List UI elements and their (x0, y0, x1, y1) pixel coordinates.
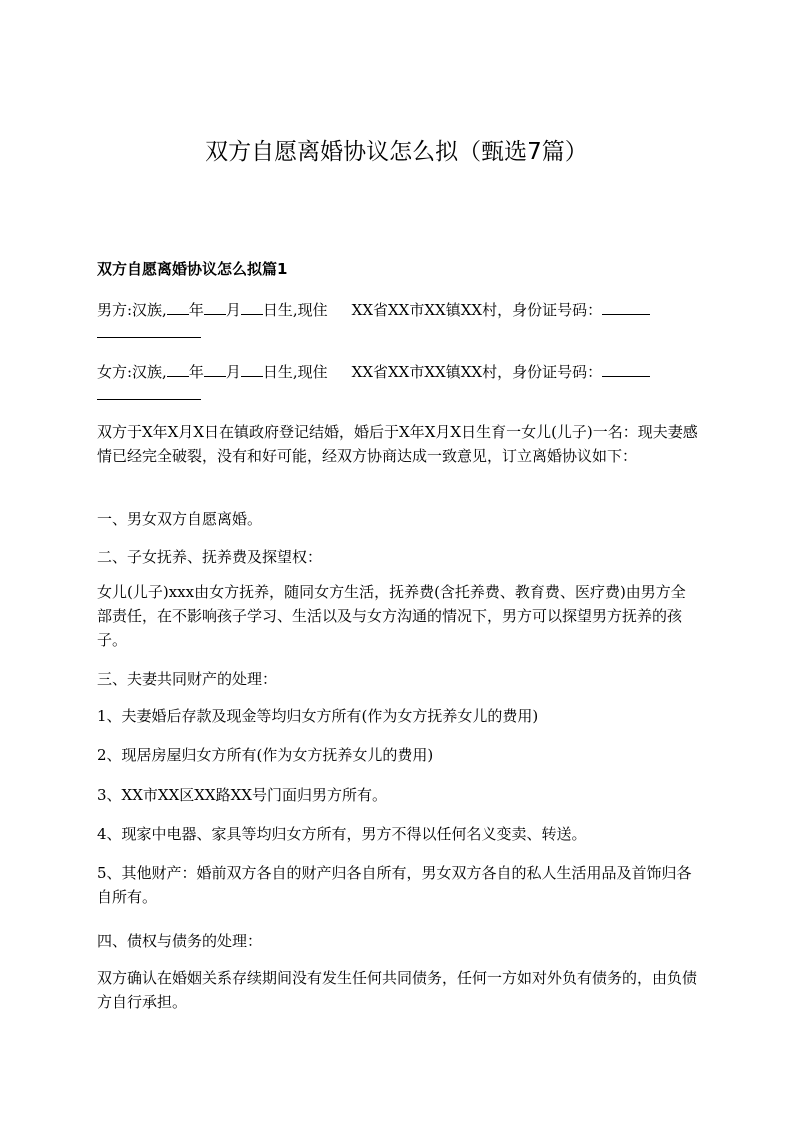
day-residence-label: 日生,现住 (262, 363, 328, 381)
blank-field (167, 362, 189, 377)
section-title: 双方自愿离婚协议怎么拟篇1 (97, 260, 288, 278)
document-title: 双方自愿离婚协议怎么拟（甄选7篇） (205, 139, 588, 165)
year-label: 年 (188, 363, 204, 381)
male-info-line (97, 299, 707, 321)
debt-paragraph: 双方确认在婚姻关系存续期间没有发生任何共同债务，任何一方如对外负有债务的，由负债方自行承担。 (97, 969, 698, 1011)
blank-field (167, 300, 189, 315)
property-item-5: 5、其他财产：婚前双方各自的财产归各自所有，男女双方各自的私人生活用品及首饰归各自所有。 (97, 864, 692, 906)
clause-4-heading: 四、债权与债务的处理： (97, 932, 263, 950)
clause-1: 一、男女双方自愿离婚。 (97, 510, 263, 528)
blank-field (204, 362, 226, 377)
blank-field (241, 362, 263, 377)
month-label: 月 (225, 363, 241, 381)
property-item-4: 4、现家中电器、家具等均归女方所有，男方不得以任何名义变卖、转送。 (97, 825, 587, 843)
id-number-underline (97, 399, 201, 400)
blank-field (602, 362, 650, 377)
id-number-underline (97, 337, 201, 338)
property-item-2: 2、现居房屋归女方所有(作为女方抚养女儿的费用) (97, 746, 434, 764)
property-item-1: 1、夫妻婚后存款及现金等均归女方所有(作为女方抚养女儿的费用) (97, 707, 539, 725)
clause-2-heading: 二、子女抚养、抚养费及探望权： (97, 548, 323, 566)
female-address: XX省XX市XX镇XX村，身份证号码： (351, 363, 603, 381)
blank-field (204, 300, 226, 315)
intro-paragraph: 双方于X年X月X日在镇政府登记结婚，婚后于X年X月X日生育一女儿(儿子)一名：现夫妻感情已经完全破裂，没有和好可能，经双方协商达成一致意见，订立离婚协议如下： (97, 423, 698, 465)
male-address: XX省XX市XX镇XX村，身份证号码： (351, 301, 603, 319)
blank-field (602, 300, 650, 315)
custody-paragraph: 女儿(儿子)xxx由女方抚养，随同女方生活，抚养费(含托养费、教育费、医疗费)由男方全部责任，在不影响孩子学习、生活以及与女方沟通的情况下，男方可以探望男方抚养的孩子。 (97, 583, 686, 649)
day-residence-label: 日生,现住 (262, 301, 328, 319)
month-label: 月 (225, 301, 241, 319)
year-label: 年 (188, 301, 204, 319)
clause-3-heading: 三、夫妻共同财产的处理： (97, 670, 278, 688)
property-item-3: 3、XX市XX区XX路XX号门面归男方所有。 (97, 786, 387, 804)
female-info-line (97, 361, 707, 383)
male-prefix: 男方:汉族, (97, 301, 167, 319)
blank-field (241, 300, 263, 315)
female-prefix: 女方:汉族, (97, 363, 167, 381)
